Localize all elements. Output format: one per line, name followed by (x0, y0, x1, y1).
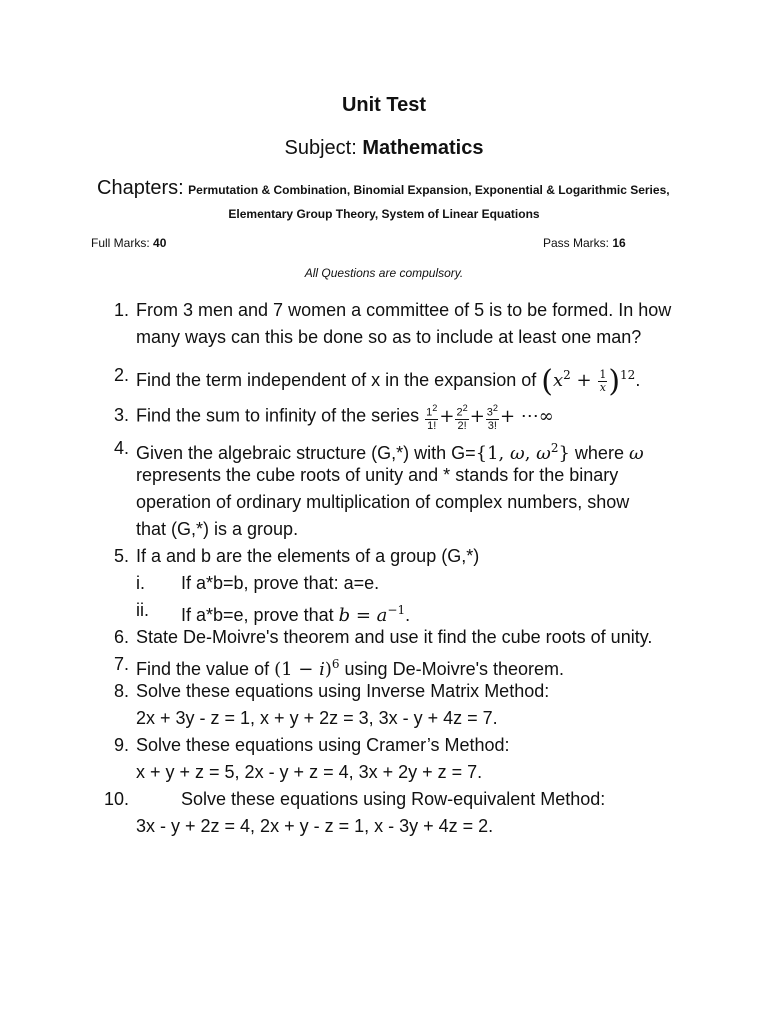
question-text: operation of ordinary multiplication of complex numbers, show (136, 492, 630, 512)
equations: x + y + z = 5, 2x - y + z = 4, 3x + 2y + z = 7. (136, 762, 483, 782)
question-number: 4. (114, 438, 130, 458)
pass-marks-label: Pass Marks: (543, 236, 610, 250)
question-text-part: Given the algebraic structure (G,*) with G= (136, 443, 476, 463)
chapters-list-1: Permutation & Combination, Binomial Expansion, Exponential & Logarithmic Series, (188, 183, 670, 197)
question-text: If a and b are the elements of a group (G,*) (136, 546, 480, 566)
omega-symbol: ω (628, 443, 644, 464)
equations: 2x + 3y - z = 1, x + y + 2z = 3, 3x - y + 4z = 7. (136, 708, 498, 728)
binomial-expression: ($x^2$ + $\frac{1}{x}$ )$^{12}$. (541, 363, 641, 399)
full-marks-value: 40 (153, 236, 167, 250)
set-expression: {1, ω, $\omega^2$} (475, 441, 570, 464)
inverse-expression: b (338, 605, 351, 626)
question-text (136, 362, 641, 399)
chapters-label: Chapters: (97, 177, 184, 199)
complex-expression: $(1 - i)^6$ (274, 657, 340, 680)
question-text-part: Find the sum to infinity of the series (136, 405, 420, 426)
pass-marks-value: 16 (612, 236, 626, 250)
sub-label: ii. (136, 600, 149, 620)
question-number: 7. (114, 654, 130, 674)
full-marks (91, 236, 166, 250)
question-text-part: If a*b=e, prove that (181, 605, 339, 625)
question-text-part: using De-Moivre's theorem. (339, 659, 565, 679)
question-text: If a*b=b, prove that: a=e. (181, 573, 380, 593)
question-text: represents the cube roots of unity and * stands for the binary (136, 465, 619, 485)
question-number: 5. (114, 546, 130, 566)
exponent: 12 (620, 368, 636, 382)
question-number: 2. (114, 365, 130, 385)
question-text-part: Find the term independent of x in the expansion of (136, 370, 537, 390)
chapters-list-2: Elementary Group Theory, System of Linear Equations (228, 207, 540, 221)
chapters-line-1 (97, 177, 670, 200)
question-text: Solve these equations using Row-equivalent Method: (181, 789, 606, 809)
question-number: 10. (104, 789, 130, 809)
question-text: Solve these equations using Cramer’s Method: (136, 735, 510, 755)
instruction: All Questions are compulsory. (304, 266, 464, 280)
equations: 3x - y + 2z = 4, 2x + y - z = 1, x - 3y + 4z = 2. (136, 816, 494, 836)
question-text: State De-Moivre's theorem and use it find the cube roots of unity. (136, 627, 653, 647)
question-text: that (G,*) is a group. (136, 519, 299, 539)
question-text: From 3 men and 7 women a committee of 5 is to be formed. In how (136, 300, 672, 320)
question-text: many ways can this be done so as to include at least one man? (136, 327, 642, 347)
subject-label: Subject: (284, 137, 357, 159)
question-number: 1. (114, 300, 130, 320)
question-number: 8. (114, 681, 130, 701)
page-title: Unit Test (341, 94, 427, 116)
subject-value: Mathematics (362, 137, 484, 159)
question-text-part: Find the value of (136, 659, 275, 679)
series-tail: + ⋯∞ (500, 405, 554, 427)
question-number: 6. (114, 627, 130, 647)
series-expression: $\frac{1^2}{1!}$ + $\frac{2^2}{2!}$ + $\frac{3^2}{3!}$ + ⋯∞ (426, 403, 554, 432)
question-number: 3. (114, 405, 130, 425)
full-marks-label: Full Marks: (91, 236, 150, 250)
question-text: Solve these equations using Inverse Matrix Method: (136, 681, 550, 701)
pass-marks (543, 236, 626, 250)
question-text-part: where (569, 443, 629, 463)
question-text: If a*b=e, prove that $b = a^{-1}$. (181, 603, 411, 626)
period: . (635, 370, 641, 390)
question-text (136, 402, 554, 432)
sub-label: i. (136, 573, 145, 593)
subject-line (0, 137, 768, 160)
question-number: 9. (114, 735, 130, 755)
